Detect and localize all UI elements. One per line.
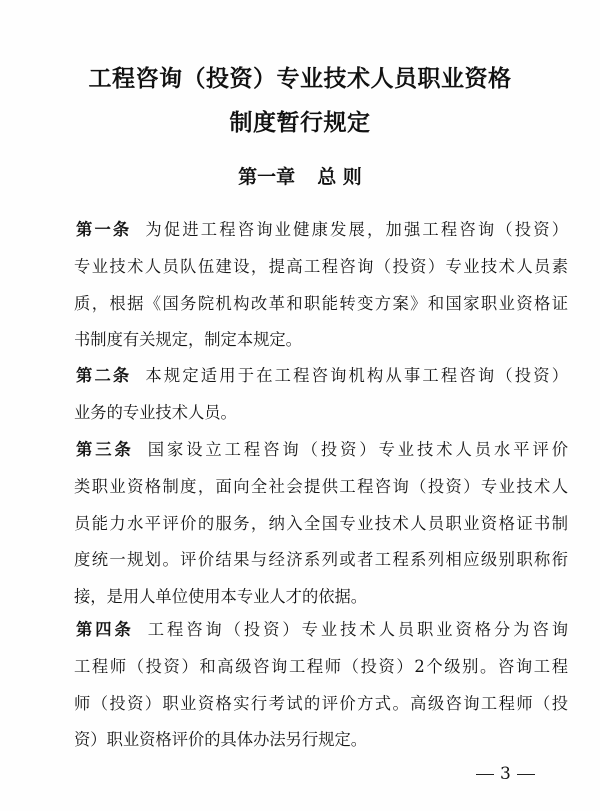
article-3-line-3: 员能力水平评价的服务，纳入全国专业技术人员职业资格证书制 (74, 513, 568, 533)
article-4-heading: 第四条 (76, 620, 134, 639)
article-1-line-1: 第一条 为促进工程咨询业健康发展，加强工程咨询（投资） (76, 220, 568, 239)
article-4-line-3: 师（投资）职业资格实行考试的评价方式。高级咨询工程师（投 (74, 693, 568, 713)
article-4-line-1: 第四条 工程咨询（投资）专业技术人员职业资格分为咨询 (76, 620, 568, 639)
chapter-number: 第一章 (238, 166, 296, 188)
chapter-heading (0, 162, 600, 189)
document-title-line-2: 制度暂行规定 (229, 110, 371, 136)
article-3-line-4: 度统一规划。评价结果与经济系列或者工程系列相应级别职称衔 (74, 550, 568, 570)
article-3-line-2: 类职业资格制度，面向全社会提供工程咨询（投资）专业技术人 (74, 476, 568, 496)
page-number: 3 (500, 764, 511, 784)
article-4-line-2: 工程师（投资）和高级咨询工程师（投资）2个级别。咨询工程 (74, 656, 568, 676)
article-1-line-2: 专业技术人员队伍建设，提高工程咨询（投资）专业技术人员素 (74, 256, 568, 276)
article-2-line-1: 第二条 本规定适用于在工程咨询机构从事工程咨询（投资） (76, 366, 568, 385)
article-3-heading: 第三条 (76, 440, 134, 459)
article-2 (76, 358, 568, 432)
article-1-line-4: 书制度有关规定，制定本规定。 (74, 330, 302, 350)
article-3-line-1: 第三条 国家设立工程咨询（投资）专业技术人员水平评价 (76, 440, 568, 459)
dash-left (476, 774, 494, 775)
chapter-name: 总 则 (317, 166, 362, 188)
article-1-heading: 第一条 (76, 220, 132, 239)
article-2-heading: 第二条 (76, 366, 132, 385)
article-2-line-2: 业务的专业技术人员。 (74, 402, 237, 422)
dash-right (517, 774, 535, 775)
page-number-footer (470, 764, 541, 784)
article-3 (76, 432, 568, 616)
document-title-line-1: 工程咨询（投资）专业技术人员职业资格 (88, 66, 512, 92)
article-3-line-5: 接，是用人单位使用本专业人才的依据。 (74, 587, 368, 607)
article-4 (76, 612, 568, 759)
article-1 (76, 212, 568, 359)
article-4-line-4: 资）职业资格评价的具体办法另行规定。 (74, 730, 368, 750)
article-1-line-3: 质，根据《国务院机构改革和职能转变方案》和国家职业资格证 (74, 293, 568, 313)
